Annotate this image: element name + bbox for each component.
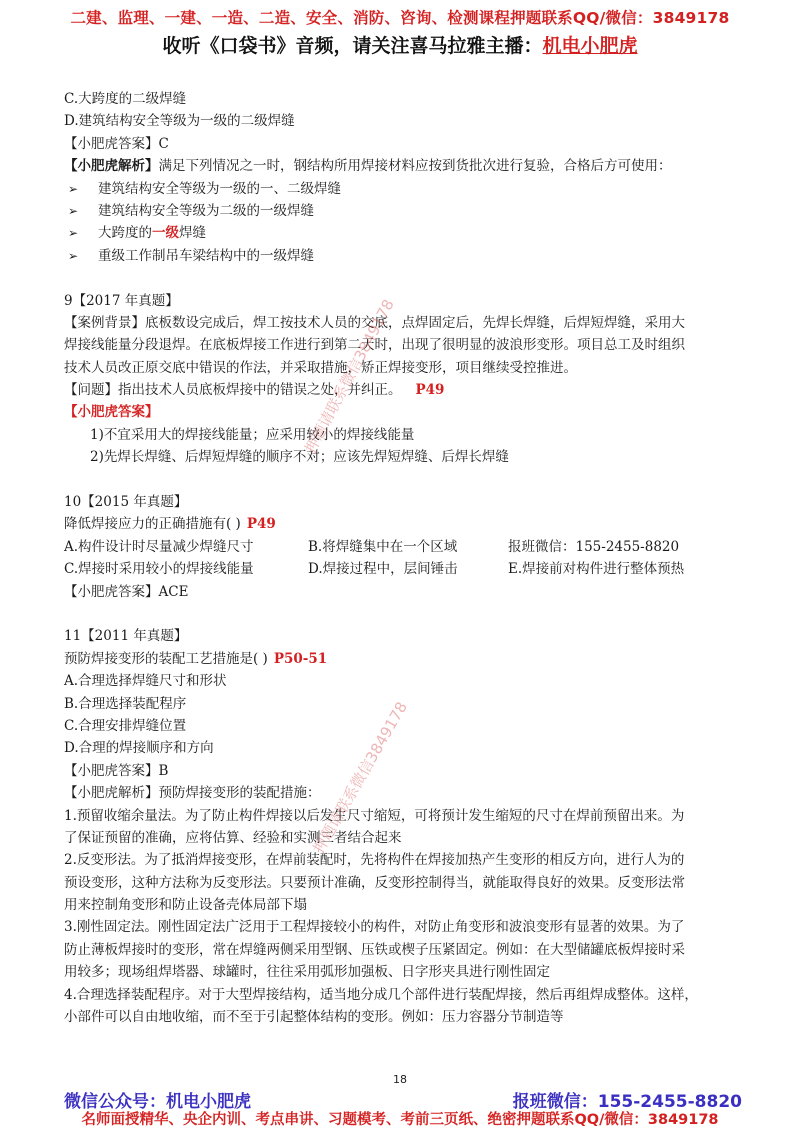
case-background: 技术人员改正原交底中错误的作法，并采取措施，矫正焊接变形，项目继续受控推进。 <box>64 359 577 376</box>
option-e: E.焊接前对构件进行整体预热 <box>508 561 685 578</box>
question-title: 9【2017 年真题】 <box>64 292 179 309</box>
arrow-bullet-icon: ➢ <box>68 226 79 241</box>
header-contact-line: 二建、监理、一建、一造、二造、安全、消防、咨询、检测课程押题联系QQ/微信：3849178 <box>70 9 730 27</box>
option-a: A.合理选择焊缝尺寸和形状 <box>64 673 227 690</box>
highlight-text: 一级 <box>152 225 179 242</box>
option-c: C.合理安排焊缝位置 <box>64 717 187 734</box>
page-number: 18 <box>393 1073 407 1086</box>
case-background: 【案例背景】底板数设完成后，焊工按技术人员的交底，点焊固定后，先焊长焊缝，后焊短焊缝，采用大 <box>64 314 685 331</box>
case-background: 焊接线能量分段退焊。在底板焊接工作进行到第二天时，出现了很明显的波浪形变形。项目总工及时组织 <box>64 337 685 354</box>
bullet-item: ➢ 建筑结构安全等级为一级的一、二级焊缝 <box>64 178 744 200</box>
analysis-paragraph: 2.反变形法。为了抵消焊接变形，在焊前装配时，先将构件在焊接加热产生变形的相反方向，进行人为的 <box>64 852 685 869</box>
answer-line: 【小肥虎答案】ACE <box>64 583 189 600</box>
option-b: B.将焊缝集中在一个区域 <box>308 538 458 555</box>
analysis-line: 【小肥虎解析】预防焊接变形的装配措施： <box>64 785 321 802</box>
bullet-item: ➢ 重级工作制吊车梁结构中的一级焊缝 <box>64 245 744 267</box>
document-body <box>64 88 744 1028</box>
footer-contact: 报班微信：155-2455-8820 <box>512 1092 742 1112</box>
header-audio-line <box>0 31 800 58</box>
options-row <box>64 536 744 558</box>
footer-promo-line: 名师面授精华、央企内训、考点串讲、习题模考、考前三页纸、绝密押题联系QQ/微信：3849178 <box>81 1112 719 1128</box>
question-stem: 降低焊接应力的正确措施有( ) P49 <box>64 516 276 533</box>
arrow-bullet-icon: ➢ <box>68 181 79 196</box>
analysis-paragraph: 3.刚性固定法。刚性固定法广泛用于工程焊接较小的构件，对防止角变形和波浪变形有显著的效果。为了 <box>64 919 685 936</box>
bullet-item: ➢ 大跨度的一级焊缝 <box>64 222 744 244</box>
question-title: 10【2015 年真题】 <box>64 494 188 511</box>
contact-info: 报班微信：155-2455-8820 <box>508 538 680 555</box>
analysis-paragraph: 4.合理选择装配程序。对于大型焊接结构，适当地分成几个部件进行装配焊接，然后再组焊成整体。这样， <box>64 986 698 1003</box>
analysis-text: 满足下列情况之一时，钢结构所用焊接材料应按到货批次进行复验，合格后方可使用： <box>158 158 672 175</box>
answer-item: 2)先焊长焊缝、后焊短焊缝的顺序不对；应该先焊短焊缝、后焊长焊缝 <box>90 449 509 466</box>
option-d: D.建筑结构安全等级为一级的二级焊缝 <box>64 113 295 130</box>
option-a: A.构件设计时尽量减少焊缝尺寸 <box>64 538 254 555</box>
analysis-paragraph: 防止薄板焊接时的变形，常在焊缝两侧采用型钢、压铁或楔子压紧固定。例如：在大型储罐底板焊接时采 <box>64 941 685 958</box>
option-b: B.合理选择装配程序 <box>64 695 187 712</box>
header-anchor-name: 机电小肥虎 <box>542 35 638 57</box>
analysis-label: 【小肥虎解析】 <box>64 158 159 175</box>
analysis-line <box>64 155 744 177</box>
header-audio-prefix: 收听《口袋书》音频，请关注喜马拉雅主播： <box>162 35 543 57</box>
option-c: C.大跨度的二级焊缝 <box>64 91 187 107</box>
question-title: 11【2011 年真题】 <box>64 628 188 645</box>
options-row <box>64 558 744 580</box>
watermark-text: 押题请联系微信3849178 <box>301 296 398 457</box>
watermark-text: 押题请联系微信3849178 <box>309 698 412 857</box>
arrow-bullet-icon: ➢ <box>68 248 79 263</box>
page-reference: P49 <box>415 382 445 399</box>
analysis-paragraph: 用较多；现场组焊塔器、球罐时，往往采用弧形加强板、日字形夹具进行刚性固定 <box>64 964 550 981</box>
option-d: D.合理的焊接顺序和方向 <box>64 740 214 757</box>
answer-line: 【小肥虎答案】B <box>64 762 169 779</box>
analysis-paragraph: 用来控制角变形和防止设备壳体局部下塌 <box>64 897 307 914</box>
analysis-paragraph: 预设变形，这种方法称为反变形法。只要预计准确，反变形控制得当，就能取得良好的效果。反变形法常 <box>64 874 685 891</box>
analysis-paragraph: 了保证预留的准确，应将估算、经验和实测三者结合起来 <box>64 829 402 846</box>
option-c: C.焊接时采用较小的焊接线能量 <box>64 561 254 578</box>
arrow-bullet-icon: ➢ <box>68 203 79 218</box>
question-line: 【问题】指出技术人员底板焊接中的错误之处，并纠正。 P49 <box>64 382 445 399</box>
question-stem: 预防焊接变形的装配工艺措施是( ) P50-51 <box>64 650 328 667</box>
answer-item: 1)不宜采用大的焊接线能量；应采用较小的焊接线能量 <box>90 426 415 443</box>
analysis-paragraph: 小部件可以自由地收缩，而不至于引起整体结构的变形。例如：压力容器分节制造等 <box>64 1009 564 1026</box>
page-reference: P49 <box>246 516 276 533</box>
page-reference: P50-51 <box>273 650 328 667</box>
answer-label: 【小肥虎答案】 <box>64 404 159 421</box>
bullet-item: ➢ 建筑结构安全等级为二级的一级焊缝 <box>64 200 744 222</box>
option-d: D.焊接过程中，层间锤击 <box>308 561 458 578</box>
answer-line: 【小肥虎答案】C <box>64 135 169 152</box>
analysis-paragraph: 1.预留收缩余量法。为了防止构件焊接以后发生尺寸缩短，可将预计发生缩短的尺寸在焊前预留出来。为 <box>64 807 685 824</box>
footer-wechat-account: 微信公众号：机电小肥虎 <box>64 1092 251 1112</box>
